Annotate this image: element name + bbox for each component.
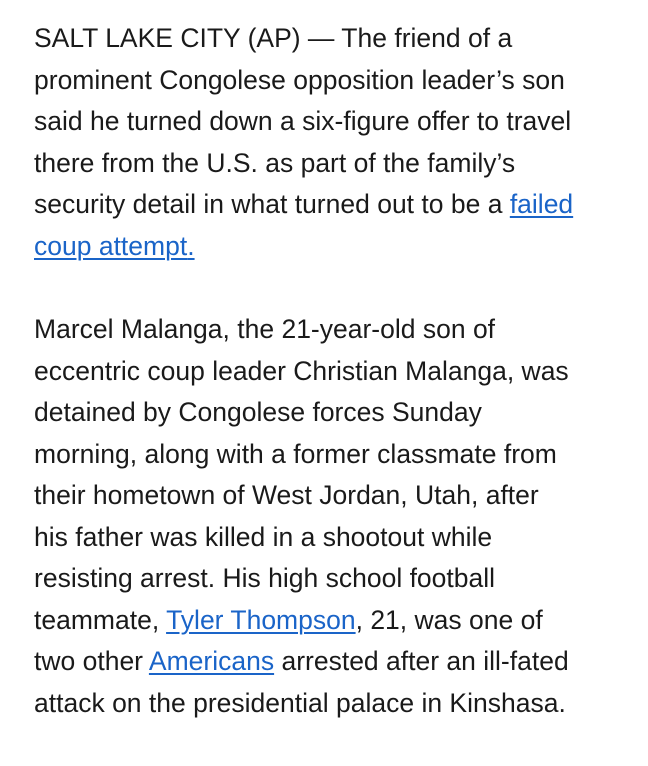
text-line	[34, 226, 624, 268]
text-line: said he turned down a six-figure offer to travel	[34, 106, 572, 136]
text-line	[34, 600, 624, 642]
link-period[interactable]: .	[187, 230, 195, 261]
text-line: his father was killed in a shootout while	[34, 521, 493, 552]
failed-coup-attempt-link[interactable]: failed	[509, 189, 574, 219]
text-line: resisting arrest. His high school football	[34, 563, 496, 593]
text-line: detained by Congolese forces Sunday	[34, 397, 482, 427]
text-segment: teammate,	[34, 604, 167, 635]
text-line: prominent Congolese opposition leader’s son	[34, 64, 565, 95]
text-line: their hometown of West Jordan, Utah, after	[34, 480, 539, 510]
text-line: SALT LAKE CITY (AP) — The friend of a	[34, 23, 513, 53]
failed-coup-attempt-link-continued[interactable]: coup attempt	[34, 230, 188, 261]
americans-link[interactable]: Americans	[148, 646, 275, 676]
text-line	[34, 184, 624, 226]
tyler-thompson-link[interactable]: Tyler Thompson	[166, 604, 356, 635]
text-line: Marcel Malanga, the 21-year-old son of	[34, 314, 496, 344]
article-body	[34, 18, 624, 766]
text-segment: security detail in what turned out to be a	[34, 189, 510, 219]
text-line	[34, 641, 624, 683]
paragraph-1	[34, 18, 624, 267]
text-line: morning, along with a former classmate from	[34, 438, 557, 469]
text-segment: , 21, was one of	[355, 604, 543, 635]
text-line: eccentric coup leader Christian Malanga, was	[34, 355, 569, 386]
text-segment: two other	[34, 646, 149, 676]
paragraph-2	[34, 309, 624, 724]
text-line: attack on the presidential palace in Kinshasa.	[34, 687, 566, 718]
text-segment: arrested after an ill-fated	[274, 646, 569, 676]
text-line: there from the U.S. as part of the family’s	[34, 147, 516, 178]
